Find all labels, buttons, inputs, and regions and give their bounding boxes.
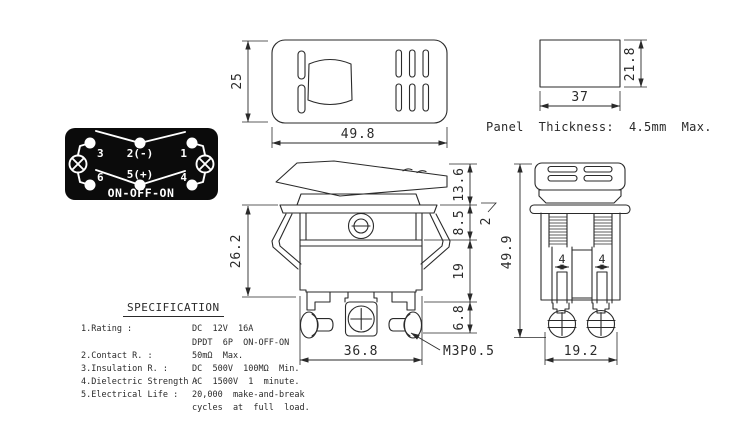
front-screw-detail [349, 214, 374, 239]
spec-value: 50mΩ Max. [192, 351, 244, 361]
side-upper-body [539, 190, 621, 203]
terminal-dot-6 [85, 180, 96, 191]
terminal-label-3: 3 [97, 147, 104, 160]
spec-label: 2.Contact R. : [81, 351, 153, 361]
side-left-screw [548, 311, 576, 338]
side-flange [530, 205, 630, 214]
dim-top-width: 49.8 [340, 127, 376, 142]
right-serrated-clip [594, 214, 612, 247]
dim-cutout-height: 21.8 [623, 46, 638, 82]
spec-value: DC 500V 100MΩ Min. [192, 364, 300, 374]
top-view [272, 40, 447, 123]
left-mounting-clip [272, 214, 301, 269]
spec-value: AC 1500V 1 minute. [192, 377, 300, 387]
left-terminal-bracket [307, 292, 330, 310]
specification-heading: SPECIFICATION [123, 301, 224, 317]
dim-flange-thickness: 2 [479, 216, 494, 226]
spec-label: 3.Insulation R. : [81, 364, 168, 374]
dim-cutout-width: 37 [571, 90, 589, 105]
dim-terminal-height: 6.8 [452, 304, 467, 331]
terminal-label-5: 5(+) [126, 168, 154, 181]
dim-side-width: 19.2 [563, 344, 599, 359]
rocker-base [297, 194, 420, 205]
spec-label: 1.Rating : [81, 324, 133, 334]
rocker-actuator [276, 161, 447, 196]
left-side-screw [301, 312, 334, 338]
spec-label: 5.Electrical Life : [81, 390, 179, 400]
side-right-screw [587, 311, 615, 338]
center-screw [346, 302, 378, 336]
dim-terminal-width-left: 4 [558, 252, 566, 266]
dim-front-width: 36.8 [343, 344, 379, 359]
switch-mode-label: ON-OFF-ON [107, 186, 175, 200]
vent-slot [298, 85, 305, 113]
screw-thread-callout: M3P0.5 [443, 344, 495, 359]
spec-value: DPDT 6P ON-OFF-ON [192, 338, 290, 348]
left-serrated-clip [549, 214, 567, 247]
spec-value: cycles at full load. [192, 403, 310, 413]
dim-rocker-height: 13.6 [452, 167, 467, 202]
spec-value: 20,000 make-and-break [192, 390, 305, 400]
rocker-top-outline [308, 60, 352, 105]
dim-top-height: 25 [230, 72, 245, 90]
terminal-label-4: 4 [180, 171, 187, 184]
side-view-dimensions [500, 164, 617, 365]
terminal-label-6: 6 [97, 171, 104, 184]
spec-label: 4.Dielectric Strength : [81, 377, 199, 387]
right-side-screw [389, 312, 422, 338]
dim-terminal-width-right: 4 [598, 252, 606, 266]
panel-thickness-note: Panel Thickness: 4.5mm Max. [486, 120, 712, 134]
terminal-dot-1 [187, 138, 198, 149]
terminal-dot-3 [85, 138, 96, 149]
spec-value: DC 12V 16A [192, 324, 254, 334]
wiring-label-panel [65, 128, 218, 200]
center-terminal-tab [345, 292, 377, 302]
dim-side-height: 49.9 [500, 234, 515, 270]
panel-cutout-view [540, 40, 620, 87]
right-terminal-bracket [392, 292, 415, 310]
dim-upper-body: 8.5 [452, 209, 467, 236]
dim-front-height: 26.2 [229, 233, 244, 269]
side-view [530, 163, 630, 338]
terminal-label-2: 2(-) [126, 147, 154, 160]
mounting-flange [280, 205, 437, 213]
terminal-label-1: 1 [180, 147, 187, 160]
front-view [272, 161, 450, 338]
terminal-dot-4 [187, 180, 198, 191]
vent-slot [298, 51, 305, 79]
dim-lower-body: 19 [452, 262, 467, 280]
right-mounting-clip [421, 214, 450, 269]
